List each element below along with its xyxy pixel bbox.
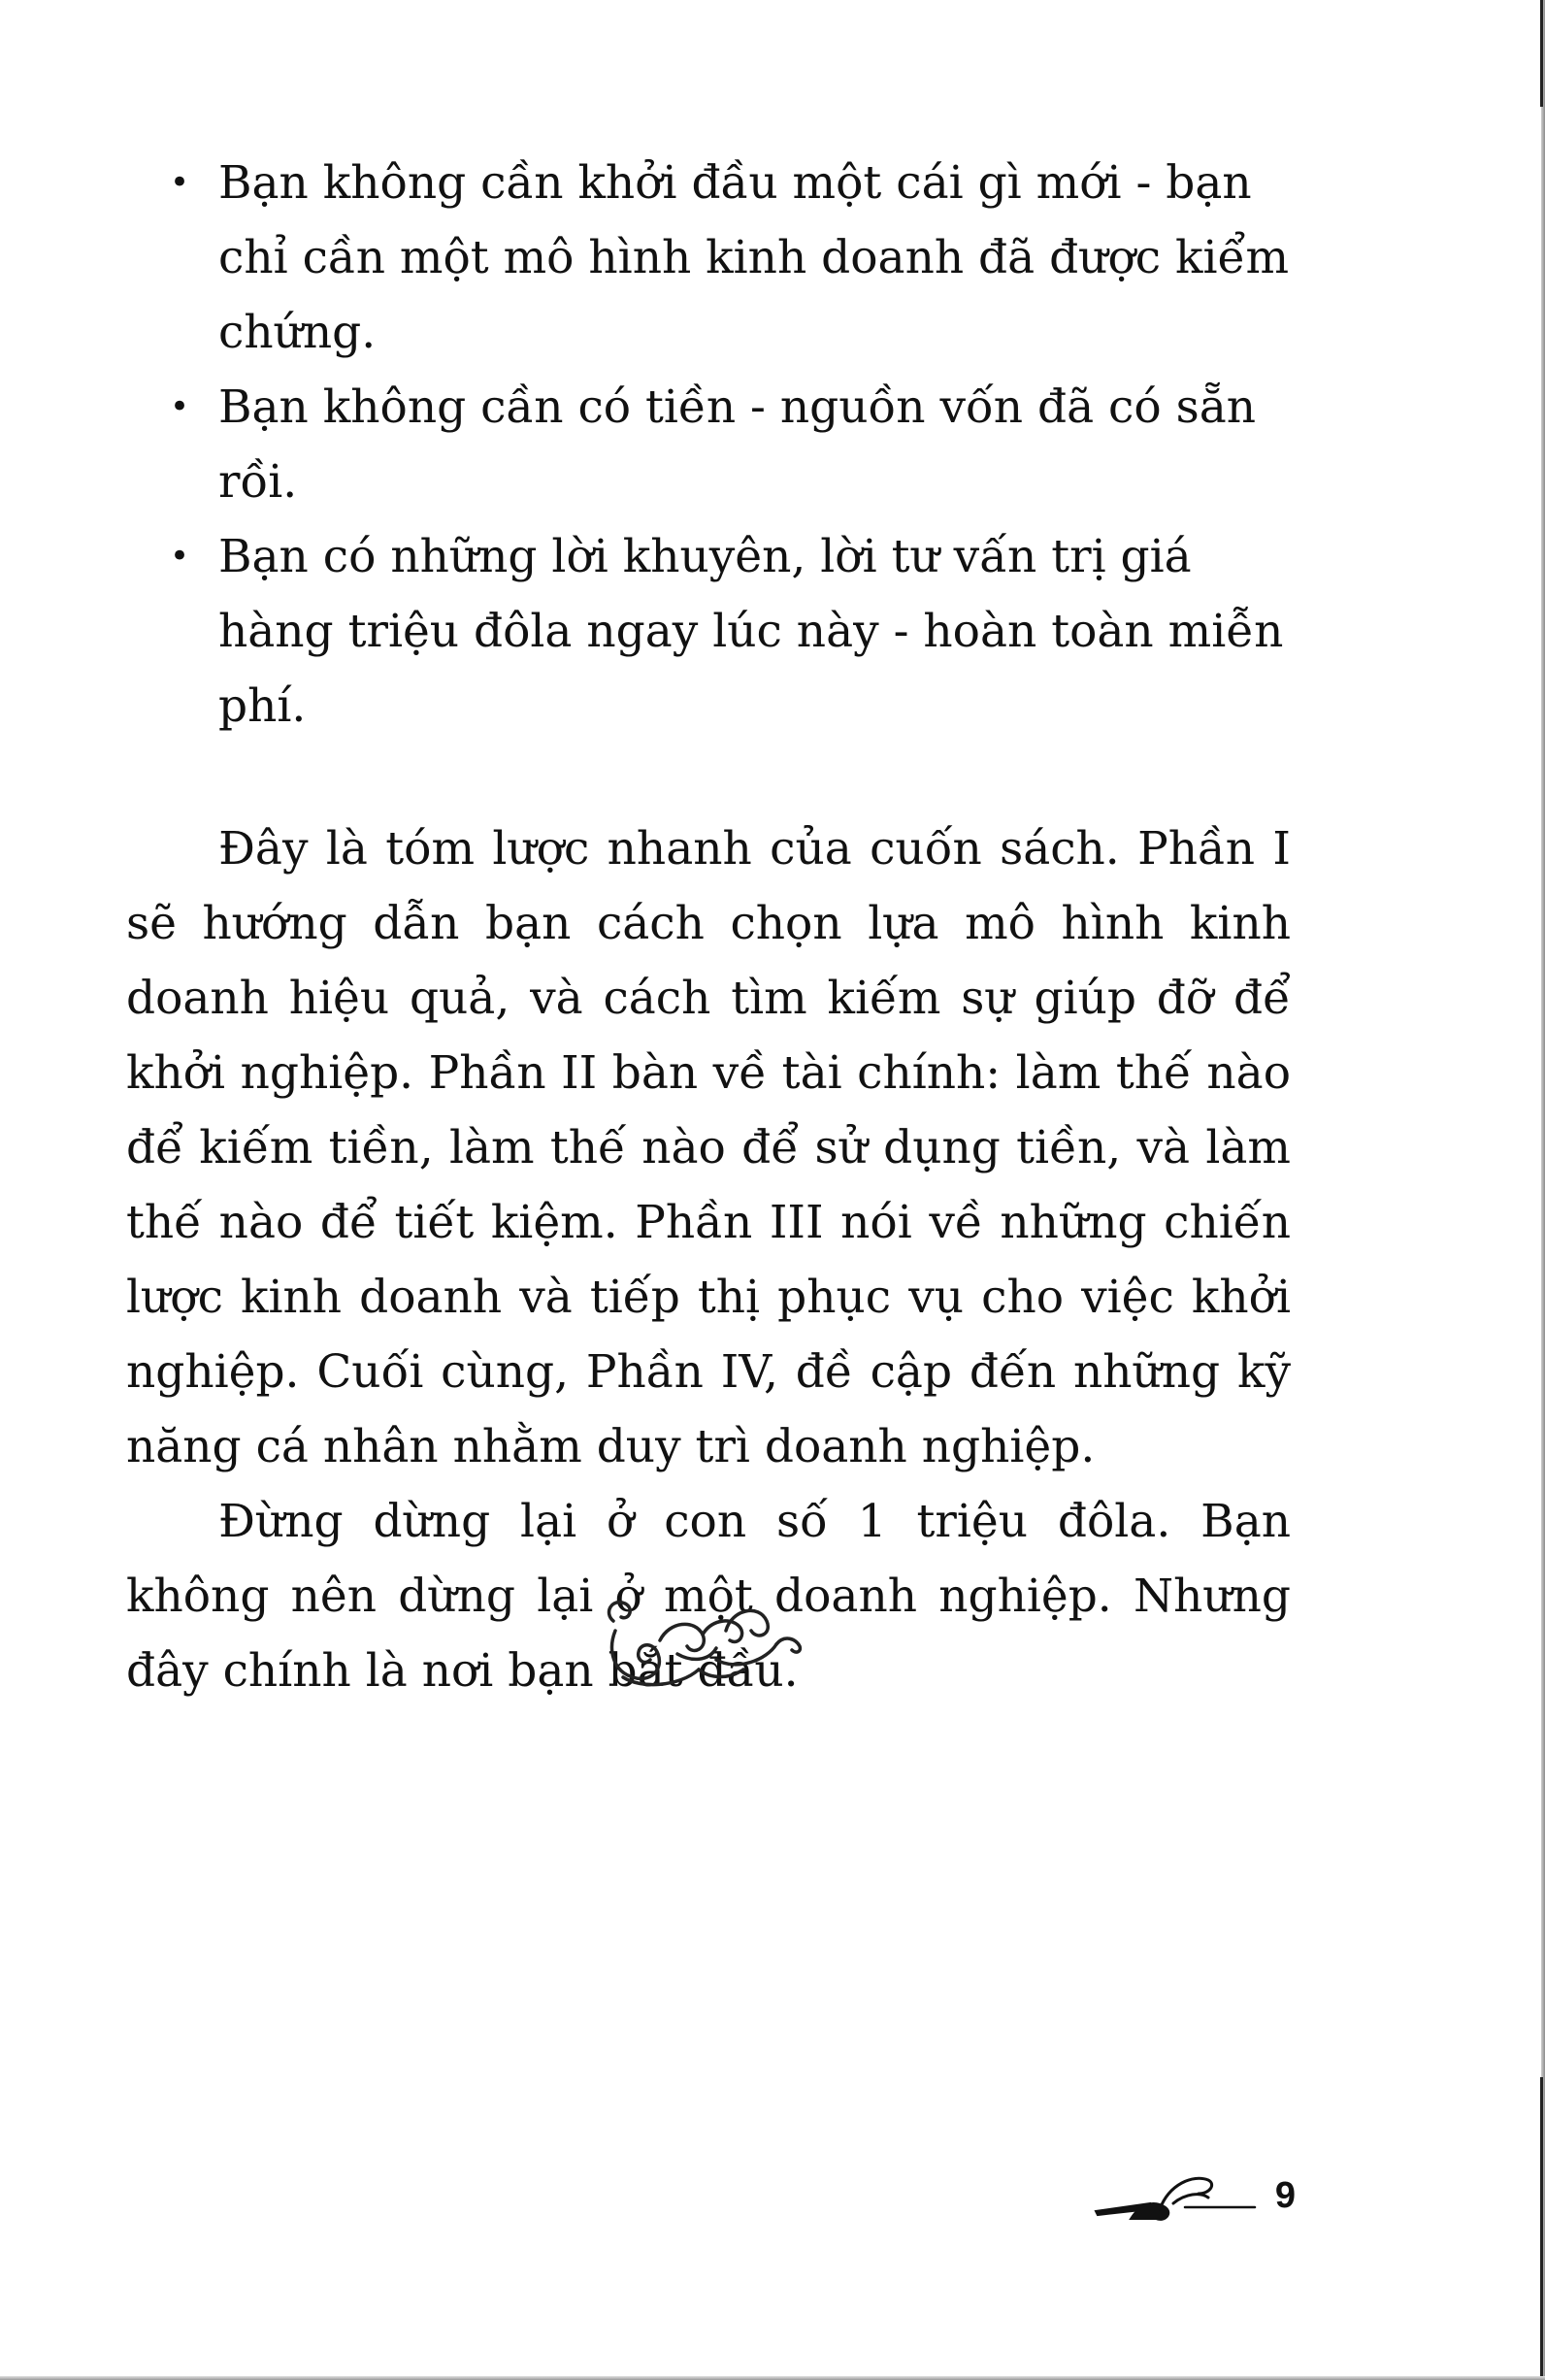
bullet-list bbox=[126, 146, 1291, 744]
page-edge-right bbox=[1541, 0, 1545, 2380]
bullet-symbol: • bbox=[170, 537, 190, 576]
bullet-text: Bạn không cần khởi đầu một cái gì mới - bạn chỉ cần một mô hình kinh doanh đã được kiểm chứng. bbox=[218, 156, 1290, 359]
page-edge-bottom bbox=[0, 2376, 1545, 2380]
bullet-symbol: • bbox=[170, 387, 190, 426]
page-edge-mark-bottom bbox=[1540, 2077, 1543, 2380]
folio bbox=[1092, 2165, 1296, 2232]
bullet-symbol: • bbox=[170, 163, 190, 202]
list-item bbox=[170, 146, 1291, 370]
flourish-ornament-icon bbox=[602, 1592, 805, 1699]
summary-paragraph: Đây là tóm lược nhanh của cuốn sách. Phần I sẽ hướng dẫn bạn cách chọn lựa mô hình kinh doanh hiệu quả, và cách tìm kiếm sự giúp đỡ để khởi nghiệp. Phần II bàn về tài chính: làm thế nào để kiếm tiền, làm thế nào để sử dụng tiền, và làm thế nào để tiết kiệm. Phần III nói về những chiến lược kinh doanh và tiếp thị phục vụ cho việc khởi nghiệp. Cuối cùng, Phần IV, đề cập đến những kỹ năng cá nhân nhằm duy trì doanh nghiệp. bbox=[126, 822, 1291, 1473]
page-number: 9 bbox=[1274, 2175, 1296, 2216]
list-item bbox=[170, 370, 1291, 519]
closing-paragraph: Đừng dừng lại ở con số 1 triệu đôla. Bạn không nên dừng lại ở một doanh nghiệp. Nhưng đây chính là nơi bạn bắt đầu. bbox=[126, 1495, 1291, 1698]
quill-flourish-icon bbox=[1092, 2165, 1257, 2232]
list-item bbox=[170, 519, 1291, 744]
page-body bbox=[126, 146, 1291, 1708]
bullet-text: Bạn có những lời khuyên, lời tư vấn trị giá hàng triệu đôla ngay lúc này - hoàn toàn miễn phí. bbox=[218, 530, 1284, 733]
page-edge-mark-top bbox=[1540, 0, 1543, 107]
bullet-text: Bạn không cần có tiền - nguồn vốn đã có sẵn rồi. bbox=[218, 380, 1256, 509]
